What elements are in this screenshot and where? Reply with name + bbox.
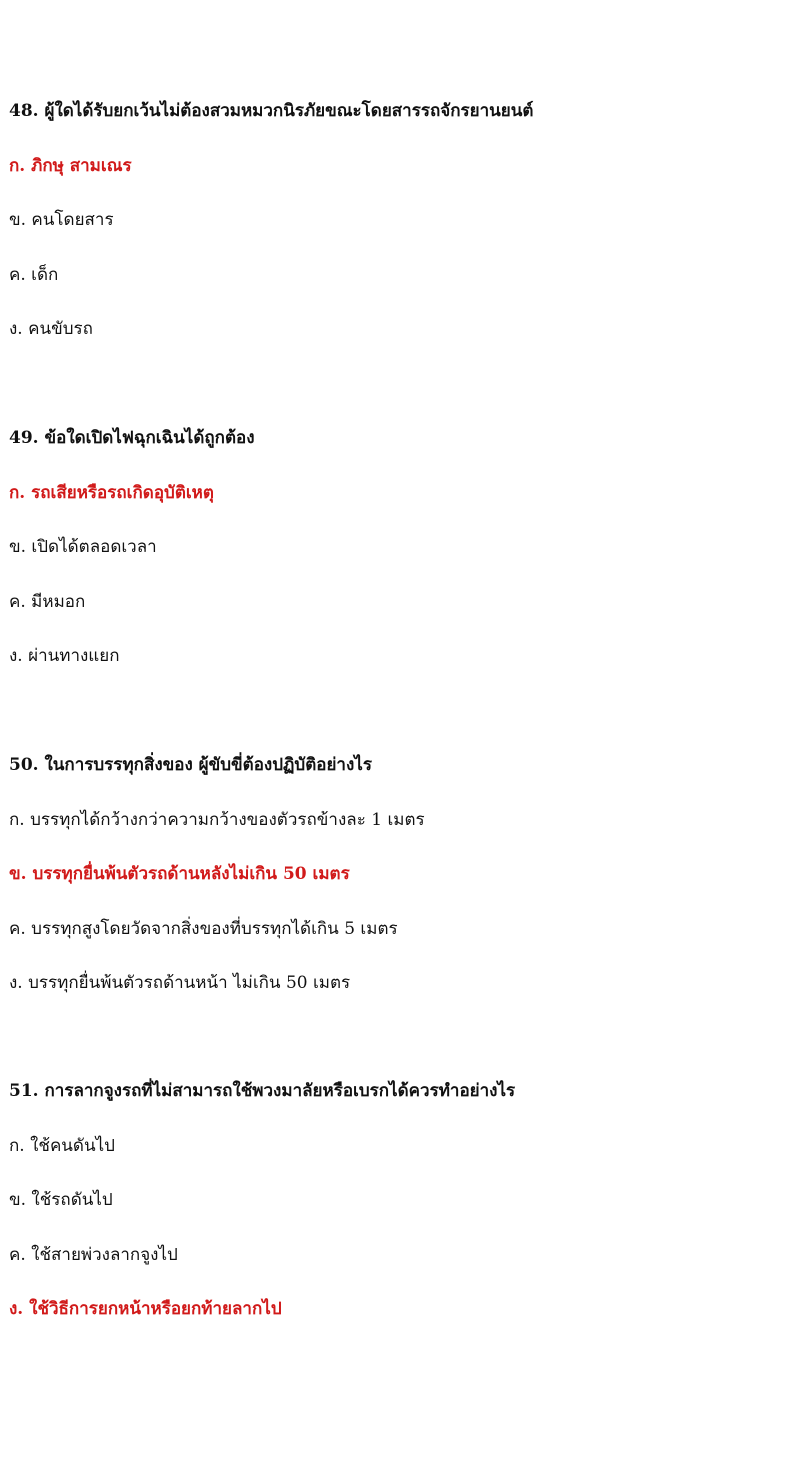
choice-a: ก. ใช้คนดันไป bbox=[9, 1136, 115, 1156]
question-title: 49. ข้อใดเปิดไฟฉุกเฉินได้ถูกต้อง bbox=[9, 428, 255, 448]
choice-c: ค. มีหมอก bbox=[9, 592, 86, 612]
question-title: 50. ในการบรรทุกสิ่งของ ผู้ขับขี่ต้องปฏิบัติอย่างไร bbox=[9, 755, 372, 775]
choice-c: ค. ใช้สายพ่วงลากจูงไป bbox=[9, 1245, 178, 1265]
choice-a-correct: ก. ภิกษุ สามเณร bbox=[9, 156, 132, 176]
choice-a: ก. บรรทุกได้กว้างกว่าความกว้างของตัวรถข้างละ 1 เมตร bbox=[9, 810, 425, 830]
question-title: 48. ผู้ใดได้รับยกเว้นไม่ต้องสวมหมวกนิรภัยขณะโดยสารรถจักรยานยนต์ bbox=[9, 101, 534, 121]
choice-b: ข. ใช้รถดันไป bbox=[9, 1190, 113, 1210]
choice-c: ค. บรรทุกสูงโดยวัดจากสิ่งของที่บรรทุกได้เกิน 5 เมตร bbox=[9, 919, 398, 939]
question-title: 51. การลากจูงรถที่ไม่สามารถใช้พวงมาลัยหรือเบรกได้ควรทำอย่างไร bbox=[9, 1081, 516, 1101]
choice-d: ง. คนขับรถ bbox=[9, 319, 93, 339]
choice-b: ข. เปิดได้ตลอดเวลา bbox=[9, 537, 157, 557]
choice-c: ค. เด็ก bbox=[9, 265, 59, 285]
choice-d-correct: ง. ใช้วิธีการยกหน้าหรือยกท้ายลากไป bbox=[9, 1299, 282, 1319]
choice-d: ง. ผ่านทางแยก bbox=[9, 646, 120, 666]
choice-b: ข. คนโดยสาร bbox=[9, 210, 114, 230]
choice-b-correct: ข. บรรทุกยื่นพ้นตัวรถด้านหลังไม่เกิน 50 เมตร bbox=[9, 864, 350, 884]
choice-a-correct: ก. รถเสียหรือรถเกิดอุบัติเหตุ bbox=[9, 483, 214, 503]
choice-d: ง. บรรทุกยื่นพ้นตัวรถด้านหน้า ไม่เกิน 50 เมตร bbox=[9, 973, 351, 993]
